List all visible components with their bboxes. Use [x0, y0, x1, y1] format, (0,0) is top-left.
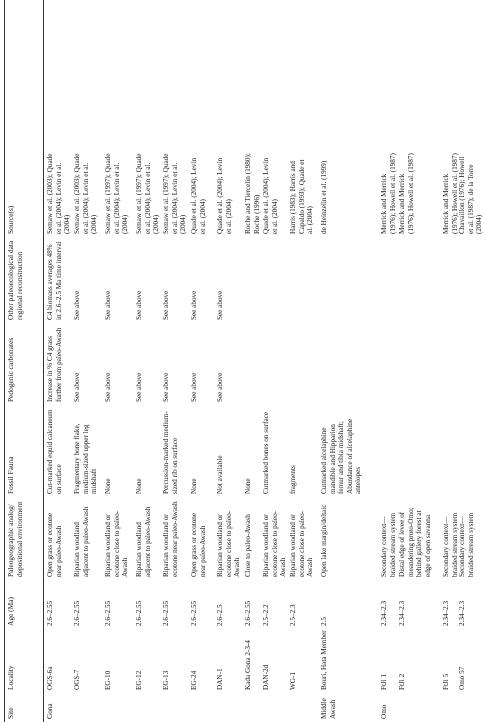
row-age: 2.34–2.3: [380, 600, 388, 626]
row-other: See above: [73, 290, 81, 320]
row-sources: Semaw et al. (2003); Quade et al. (2004); Levin et al. (2004): [73, 153, 99, 234]
row-other: See above: [104, 290, 112, 320]
row-carbonates: See above: [216, 372, 224, 402]
row-age: 2.6–2.55: [190, 600, 198, 626]
row-paleo: Secondary context—braided stream system: [442, 512, 459, 577]
row-paleo: Riparian woodland adjacent to paleo-Awash: [135, 506, 152, 577]
table-top-rule: [4, 0, 5, 722]
row-sources: Semaw et al. (1997); Quade et al. (2004); Levin et al. (2004): [135, 153, 161, 234]
row-locality: EG-10: [104, 670, 112, 690]
row-other: C4 biomass averages 48% in 2.6–2.5 Ma time interval: [46, 241, 63, 320]
row-paleo: Open lake margin/deltaic: [320, 504, 328, 577]
row-locality: FtJi 2: [398, 673, 406, 690]
row-site: Omo: [380, 704, 388, 719]
row-locality: Omo 57: [458, 666, 466, 690]
row-age: 2.6–2.55: [162, 600, 170, 626]
row-other: See above: [162, 290, 170, 320]
row-sources: Semaw et al. (1997); Quade et al. (2004); Levin et al. (2004): [162, 153, 188, 234]
row-paleo: Open grass or ecotone near paleo-Awash: [46, 512, 63, 577]
row-carbonates: See above: [162, 372, 170, 402]
row-locality: Kada Gona 2-3-4: [244, 640, 252, 690]
row-age: 2.34–2.3: [398, 600, 406, 626]
row-age: 2.6–2.55: [46, 600, 54, 626]
header-carbonates: Pedogenic carbonates: [6, 337, 15, 402]
row-locality: DAN-1: [216, 668, 224, 690]
row-other: See above: [135, 290, 143, 320]
row-paleo: Secondary context—braided stream system: [380, 512, 397, 577]
row-fauna: Cut-marked equid calcaneum on surface: [46, 409, 63, 494]
row-locality: OGS-6a: [46, 666, 54, 690]
row-paleo: Riparian woodland or ecotone near paleo-Awash: [162, 501, 179, 577]
row-site: Middle Awash: [320, 698, 337, 719]
row-fauna: Not available: [216, 455, 224, 494]
row-sources: Chavaillon (1976); Howell et al. (1987); de la Torre (2004): [458, 156, 484, 234]
row-carbonates: See above: [190, 372, 198, 402]
row-age: 2.5–2.2: [262, 604, 270, 626]
header-age: Age (Ma): [6, 597, 15, 626]
row-locality: EG-12: [135, 670, 143, 690]
row-age: 2.6–2.5: [216, 604, 224, 626]
row-locality: DAN-2d: [262, 664, 270, 690]
row-fauna: fragments: [289, 465, 297, 494]
row-other: See above: [216, 290, 224, 320]
row-paleo: Riparian woodland or ecotone close to paleo-Awash: [104, 510, 130, 577]
row-sources: Roche and Tiercelin (1980); Roche (1996): [244, 153, 261, 234]
row-sources: Harris (1983); Harris and Capaldo (1993); Quade et al. (2004): [289, 159, 315, 234]
row-carbonates: See above: [104, 372, 112, 402]
row-locality: EG-24: [190, 670, 198, 690]
header-fauna: Fossil Fauna: [6, 456, 15, 494]
row-site: Gona: [46, 703, 54, 719]
row-paleo: Riparian woodland adjacent to paleo-Awash: [73, 506, 90, 577]
header-bottom-rule: [43, 0, 44, 722]
row-age: 2.6–2.55: [244, 600, 252, 626]
row-sources: Quade et al. (2004); Levin et al. (2004): [216, 157, 233, 234]
row-age: 2.34–2.3: [458, 600, 466, 626]
row-fauna: Percussion-marked medium-sized rib on surface: [162, 411, 179, 494]
row-fauna: None: [104, 478, 112, 494]
row-fauna: None: [244, 478, 252, 494]
row-locality: OGS-7: [73, 669, 81, 690]
row-sources: Merrick and Merrick (1976); Howell et al. (1987): [398, 153, 415, 234]
row-paleo: Distal edge of levee of meandering proto-Omo; behind gallery forest at edge of open savanna: [398, 507, 432, 577]
row-carbonates: See above: [73, 372, 81, 402]
row-sources: Quade et al. (2004); Levin et al. (2004): [190, 157, 207, 234]
row-fauna: Cutmarked bones on surface: [262, 411, 270, 494]
row-sources: de Heinzelin et al. (1999): [320, 160, 328, 234]
row-fauna: Cutmarked alcelaphine mandible and Hipparion femur and tibia midshaft; Abundance of alcelaphine antelopes: [320, 418, 363, 494]
row-locality: WG-1: [289, 672, 297, 690]
row-paleo: Secondary context—braided stream system: [458, 512, 475, 577]
row-sources: Semaw et al. (1997); Quade et al. (2004); Levin et al. (2004): [104, 153, 130, 234]
header-paleo: Paleogeographic analog/ depositional environment: [6, 501, 24, 577]
row-sources: Merrick and Merrick (1976); Howell et al. (1987): [442, 153, 459, 234]
row-sources: Quade et al. (2004); Levin et al. (2004): [262, 157, 279, 234]
row-age: 2.6–2.55: [104, 600, 112, 626]
row-paleo: Riparian woodland or ecotone close to paleo-Awash: [262, 510, 288, 577]
row-locality: FtJi 1: [380, 673, 388, 690]
row-paleo: Riparian woodland or ecotone close to paleo-Awash: [216, 510, 242, 577]
row-paleo: Open grass or ecotone near paleo-Awash: [190, 512, 207, 577]
header-locality: Locality: [6, 665, 15, 690]
row-sources: Merrick and Merrick (1976); Howell et al. (1987): [380, 153, 397, 234]
row-age: 2.5–2.3: [289, 604, 297, 626]
row-paleo: Riparian woodland or ecotone close to paleo-Awash: [289, 510, 315, 577]
row-age: 2.34–2.3: [442, 600, 450, 626]
row-age: 2.5: [320, 617, 328, 626]
header-sources: Source(s): [6, 205, 15, 234]
row-fauna: None: [190, 478, 198, 494]
header-site: Site: [6, 707, 15, 719]
row-other: See above: [190, 290, 198, 320]
row-locality: FtJi 5: [442, 673, 450, 690]
row-age: 2.6–2.55: [73, 600, 81, 626]
row-age: 2.6–2.55: [135, 600, 143, 626]
row-fauna: Fragmentary bone flake, medium-sized upper leg midshaft: [73, 423, 99, 494]
row-locality: EG-13: [162, 670, 170, 690]
row-paleo: Close to paleo-Awash: [244, 514, 252, 577]
row-fauna: None: [135, 478, 143, 494]
row-carbonates: See above: [135, 372, 143, 402]
row-sources: Semaw et al. (2003); Quade et al. (2004); Levin et al. (2004): [46, 153, 72, 234]
row-carbonates: Increase in % C4 grass further from paleo-Awash: [46, 327, 63, 402]
header-other: Other paleoecological data regional reconstruction: [6, 240, 24, 320]
row-locality: Bouri, Hata Member: [320, 630, 328, 690]
